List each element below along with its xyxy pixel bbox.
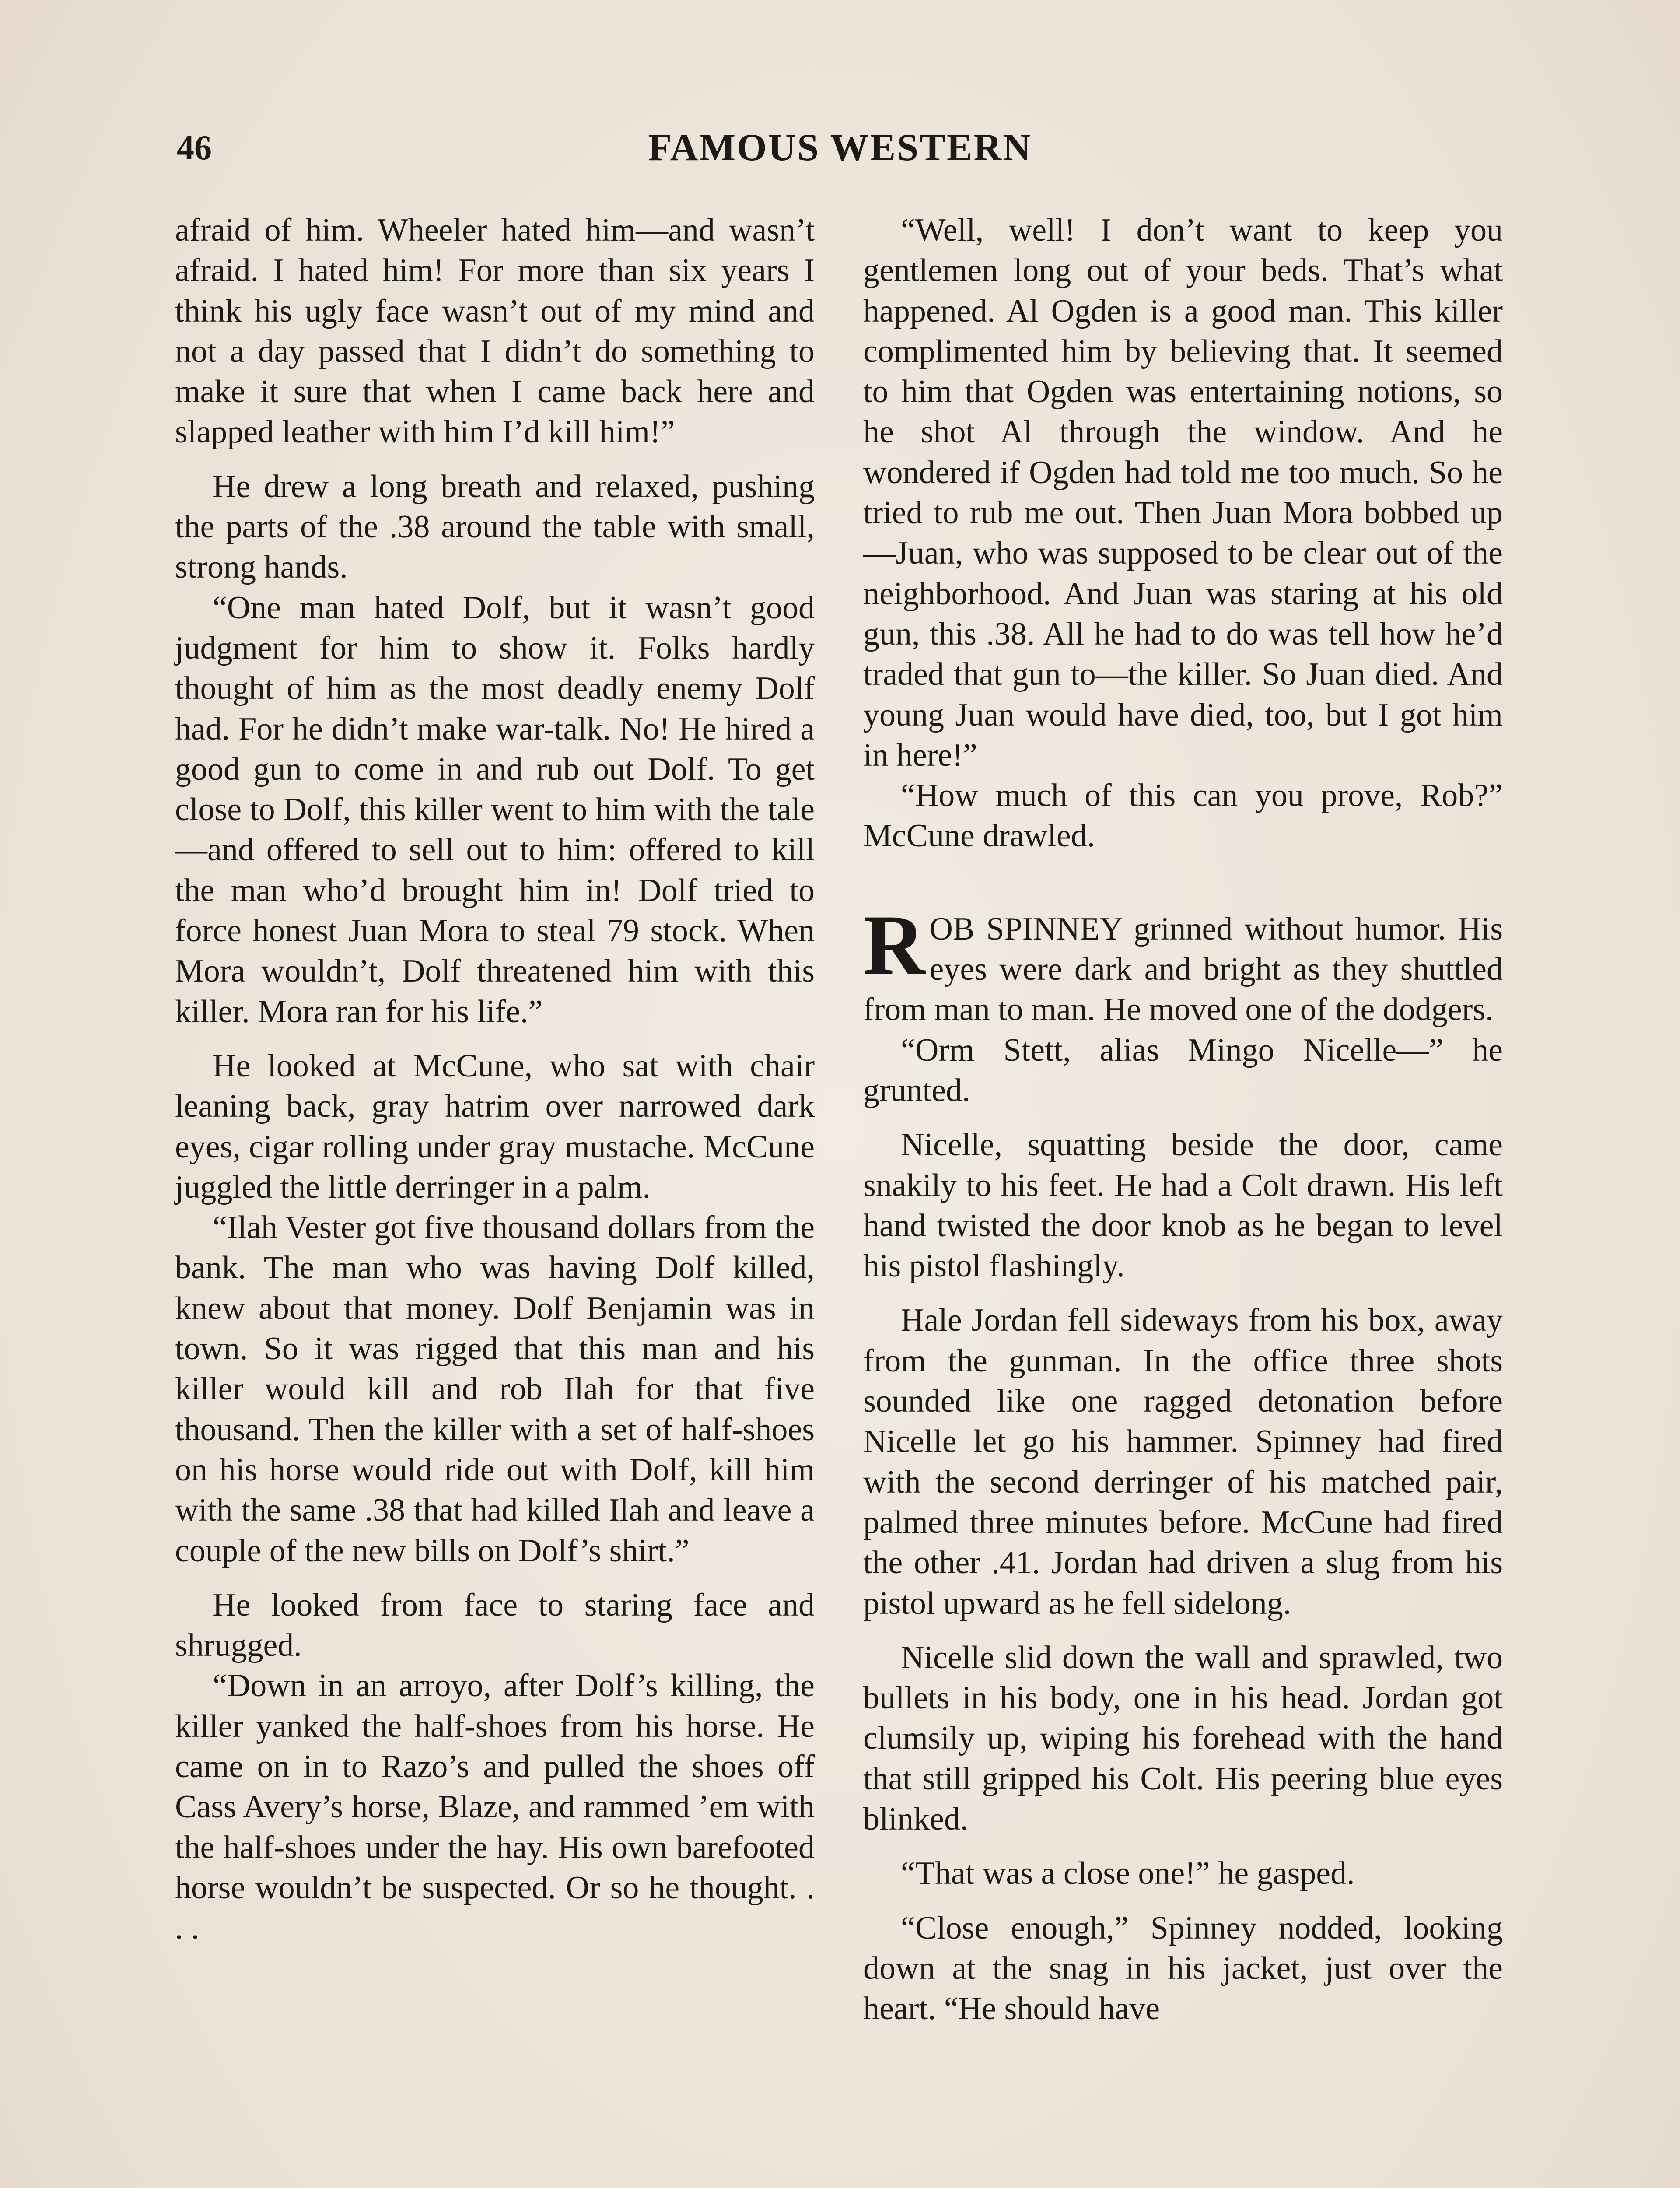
paragraph: “One man hated Dolf, but it wasn’t good judgment for him to show it. Folks hardly thought of him as the most deadly enemy Dolf had. For he didn’t make war-talk. No! He hired a good gun to come in and rub out Dolf. To get close to Dolf, this killer went to him with the tale—and offered to sell out to him: offered to kill the man who’d brought him in! Dolf tried to force honest Juan Mora to steal 79 stock. When Mora wouldn’t, Dolf threatened him with this killer. Mora ran for his life.” <box>175 589 815 1030</box>
right-column <box>863 210 1503 2029</box>
drop-cap: R <box>863 897 925 992</box>
page-header <box>0 124 1680 172</box>
paragraph: “Well, well! I don’t want to keep you gentlemen long out of your beds. That’s what happened. Al Ogden is a good man. This killer complimented him by believing that. It seemed to him that Ogden was entertaining notions, so he shot Al through the window. And he wondered if Ogden had told me too much. So he tried to rub me out. Then Juan Mora bobbed up—Juan, who was supposed to be clear out of the neighborhood. And Juan was staring at his old gun, this .38. All he had to do was tell how he’d traded that gun to—the killer. So Juan died. And young Juan would have died, too, but I got him in here!” <box>863 212 1503 773</box>
page-number: 46 <box>177 129 212 167</box>
paragraph: He drew a long breath and relaxed, pushing the parts of the .38 around the table with small, strong hands. <box>175 468 815 586</box>
paragraph: Hale Jordan fell sideways from his box, away from the gunman. In the office three shots sounded like one ragged detonation before Nicelle let go his hammer. Spinney had fired with the second derringer of his matched pair, palmed three minutes before. McCune had fired the other .41. Jordan had driven a slug from his pistol upward as he fell sidelong. <box>863 1302 1503 1621</box>
paragraph: “How much of this can you prove, Rob?” McCune drawled. <box>863 778 1503 854</box>
running-title: FAMOUS WESTERN <box>648 126 1032 169</box>
paragraph: Nicelle slid down the wall and sprawled, two bullets in his body, one in his head. Jordan got clumsily up, wiping his forehead with the hand that still gripped his Colt. His peering blue eyes blinked. <box>863 1639 1503 1837</box>
paragraph: He looked at McCune, who sat with chair leaning back, gray hatrim over narrowed dark eyes, cigar rolling under gray mustache. McCune juggled the little derringer in a palm. <box>175 1048 815 1205</box>
paragraph: He looked from face to staring face and shrugged. <box>175 1587 815 1664</box>
section-opening-paragraph <box>863 897 1503 1030</box>
left-column <box>175 210 815 1948</box>
paragraph: “Ilah Vester got five thousand dollars from the bank. The man who was having Dolf killed, knew about that money. Dolf Benjamin was in town. So it was rigged that this man and his killer would kill and rob Ilah for that five thousand. Then the killer with a set of half-shoes on his horse would ride out with Dolf, kill him with the same .38 that had killed Ilah and leave a couple of the new bills on Dolf’s shirt.” <box>175 1210 815 1569</box>
paragraph: “That was a close one!” he gasped. <box>901 1855 1355 1892</box>
paragraph: Nicelle, squatting beside the door, came snakily to his feet. He had a Colt drawn. His left hand twisted the door knob as he began to level his pistol flashingly. <box>863 1127 1503 1284</box>
paragraph: afraid of him. Wheeler hated him—and wasn’t afraid. I hated him! For more than six years I think his ugly face wasn’t out of my mind and not a day passed that I didn’t do something to make it sure that when I came back here and slapped leather with him I’d kill him!” <box>175 212 815 450</box>
paragraph: “Orm Stett, alias Mingo Nicelle—” he grunted. <box>863 1032 1503 1108</box>
paragraph: “Close enough,” Spinney nodded, looking down at the snag in his jacket, just over the heart. “He should have <box>863 1910 1503 2027</box>
paragraph: “Down in an arroyo, after Dolf’s killing, the killer yanked the half-shoes from his horse. He came on in to Razo’s and pulled the shoes off Cass Avery’s horse, Blaze, and rammed ’em with the half-shoes under the hay. His own barefooted horse wouldn’t be suspected. Or so he thought. . . . <box>175 1668 815 1946</box>
paragraph-text: OB SPINNEY grinned without humor. His eyes were dark and bright as they shuttled from man to man. He moved one of the dodgers. <box>863 911 1503 1028</box>
